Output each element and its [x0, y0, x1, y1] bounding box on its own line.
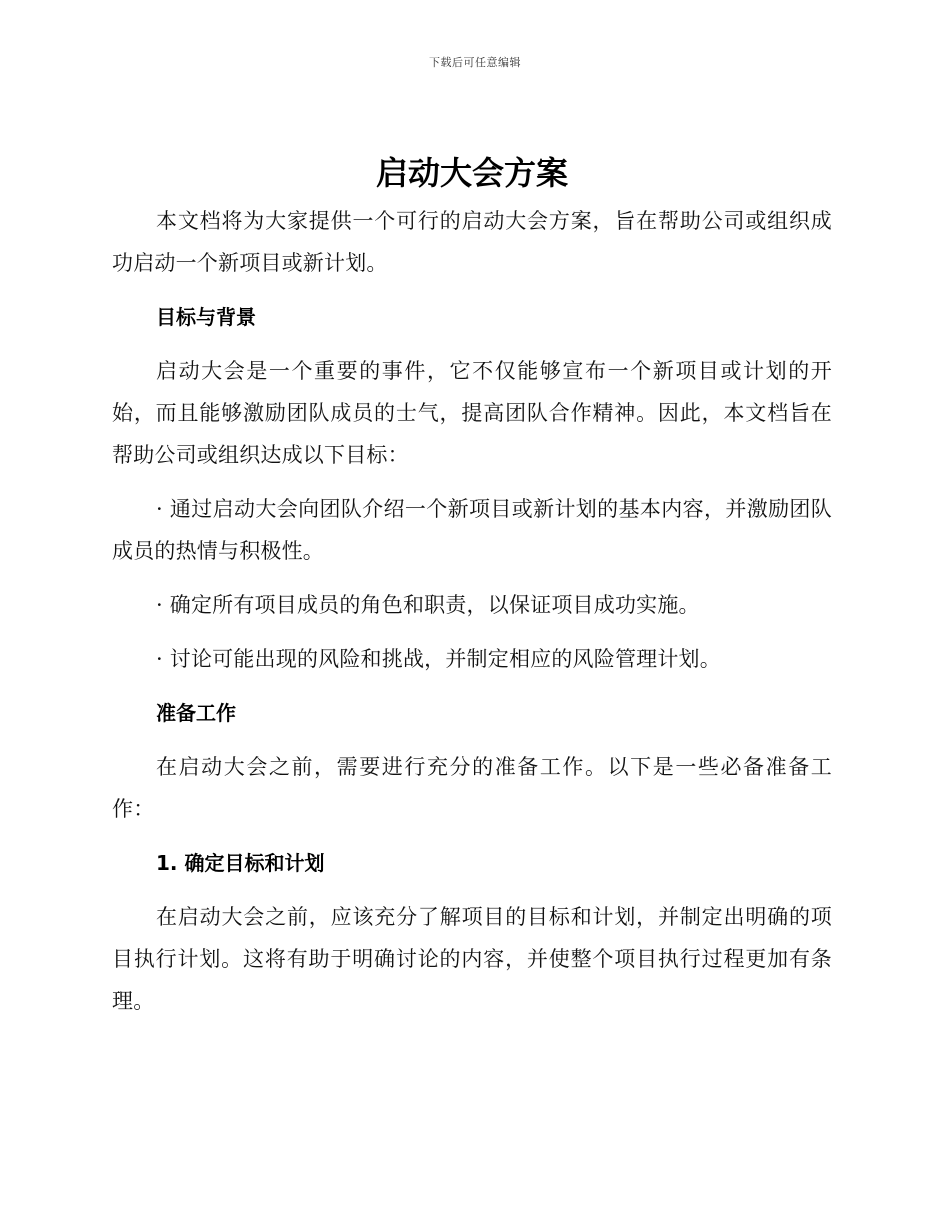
goal-bullet-1: · 通过启动大会向团队介绍一个新项目或新计划的基本内容，并激励团队成员的热情与积极性。 [112, 497, 832, 563]
goals-plan-paragraph: 在启动大会之前，应该充分了解项目的目标和计划，并制定出明确的项目执行计划。这将有助于明确讨论的内容，并使整个项目执行过程更加有条理。 [112, 905, 832, 1013]
goal-bullet-2: · 确定所有项目成员的角色和职责，以保证项目成功实施。 [156, 593, 700, 617]
intro-paragraph: 本文档将为大家提供一个可行的启动大会方案，旨在帮助公司或组织成功启动一个新项目或新计划。 [112, 209, 832, 275]
document-title: 启动大会方案 [375, 154, 568, 192]
goals-paragraph: 启动大会是一个重要的事件，它不仅能够宣布一个新项目或计划的开始，而且能够激励团队成员的士气，提高团队合作精神。因此，本文档旨在帮助公司或组织达成以下目标： [112, 359, 832, 467]
section-heading-goals: 目标与背景 [156, 305, 256, 329]
preparation-paragraph: 在启动大会之前，需要进行充分的准备工作。以下是一些必备准备工作： [112, 755, 832, 821]
header-note: 下载后可任意编辑 [429, 56, 521, 69]
subsection-heading-goals-plan: 1. 确定目标和计划 [156, 851, 325, 875]
document-content [112, 150, 832, 1034]
goal-bullet-3: · 讨论可能出现的风险和挑战，并制定相应的风险管理计划。 [156, 647, 721, 671]
section-heading-preparation: 准备工作 [156, 701, 236, 725]
